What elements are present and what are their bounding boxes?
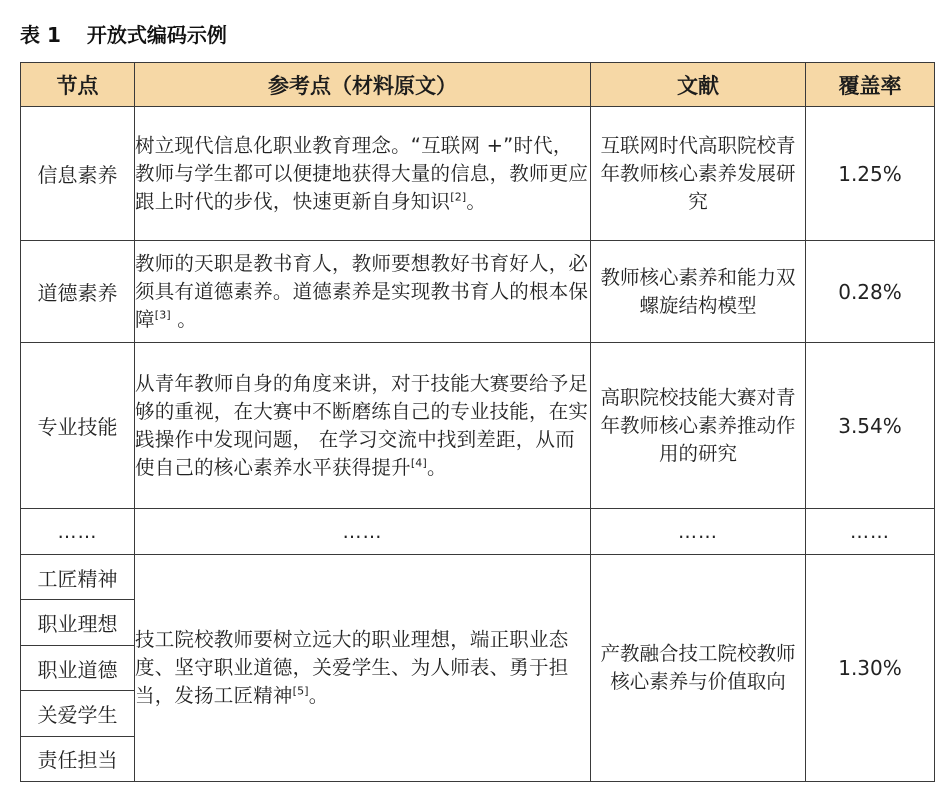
ellipsis-cell: …… (135, 509, 591, 555)
coverage-cell: 3.54% (806, 343, 935, 509)
reference-text: 树立现代信息化职业教育理念。“互联网 +”时代，教师与学生都可以便捷地获得大量的信息，教师更应跟上时代的步伐，快速更新自身知识 (135, 133, 589, 213)
ellipsis-cell: …… (591, 509, 806, 555)
reference-text: 技工院校教师要树立远大的职业理想，端正职业态度、坚守职业道德，关爱学生、为人师表、勇于担当，发扬工匠精神 (135, 628, 569, 707)
table-title: 开放式编码示例 (86, 22, 227, 47)
node-subitem: 责任担当 (21, 736, 134, 781)
literature-cell: 高职院校技能大赛对青年教师核心素养推动作用的研究 (591, 343, 806, 509)
table-row (21, 107, 935, 241)
node-group-cell (21, 555, 135, 782)
ellipsis-row (21, 509, 935, 555)
reference-text: 从青年教师自身的角度来讲，对于技能大赛要给予足够的重视，在大赛中不断磨练自己的专业技能，在实践操作中发现问题， 在学习交流中找到差距，从而使自己的核心素养水平获得提升 (135, 371, 589, 479)
reference-cell (135, 555, 591, 782)
citation-marker: [2] (450, 190, 467, 203)
table-number: 表 1 (20, 22, 61, 47)
node-cell: 信息素养 (21, 107, 135, 241)
coverage-cell: 1.25% (806, 107, 935, 241)
node-subitem: 工匠精神 (37, 566, 118, 591)
reference-ending: 。 (427, 455, 447, 479)
header-coverage: 覆盖率 (806, 63, 935, 107)
reference-cell (135, 241, 591, 343)
table-caption (20, 20, 227, 46)
header-reference: 参考点（材料原文） (135, 63, 591, 107)
reference-ending: 。 (466, 189, 487, 213)
table-row (21, 343, 935, 509)
reference-cell (135, 343, 591, 509)
node-subitem: 职业理想 (21, 599, 134, 644)
coding-table (20, 62, 935, 782)
table-row (21, 555, 935, 782)
node-cell: 专业技能 (21, 343, 135, 509)
ellipsis-cell: …… (21, 509, 135, 555)
citation-marker: [5] (292, 684, 309, 698)
citation-marker: [4] (410, 456, 427, 469)
node-cell: 道德素养 (21, 241, 135, 343)
table-row (21, 241, 935, 343)
reference-text: 教师的天职是教书育人，教师要想教好书育好人，必须具有道德素养。道德素养是实现教书育人的根本保障 (135, 251, 589, 331)
node-subitem: 关爱学生 (21, 690, 134, 735)
header-node: 节点 (21, 63, 135, 107)
ellipsis-cell: …… (806, 509, 935, 555)
reference-ending: 。 (170, 307, 197, 331)
coverage-cell: 1.30% (806, 555, 935, 782)
node-subitem: 职业道德 (21, 645, 134, 690)
header-row (21, 63, 935, 107)
literature-cell: 产教融合技工院校教师核心素养与价值取向 (591, 555, 806, 782)
node-stack (21, 555, 134, 781)
literature-cell: 互联网时代高职院校青年教师核心素养发展研究 (591, 107, 806, 241)
reference-ending: 。 (308, 684, 329, 707)
citation-marker: [3] (154, 308, 171, 321)
coverage-cell: 0.28% (806, 241, 935, 343)
reference-cell (135, 107, 591, 241)
header-literature: 文献 (591, 63, 806, 107)
literature-cell: 教师核心素养和能力双螺旋结构模型 (591, 241, 806, 343)
